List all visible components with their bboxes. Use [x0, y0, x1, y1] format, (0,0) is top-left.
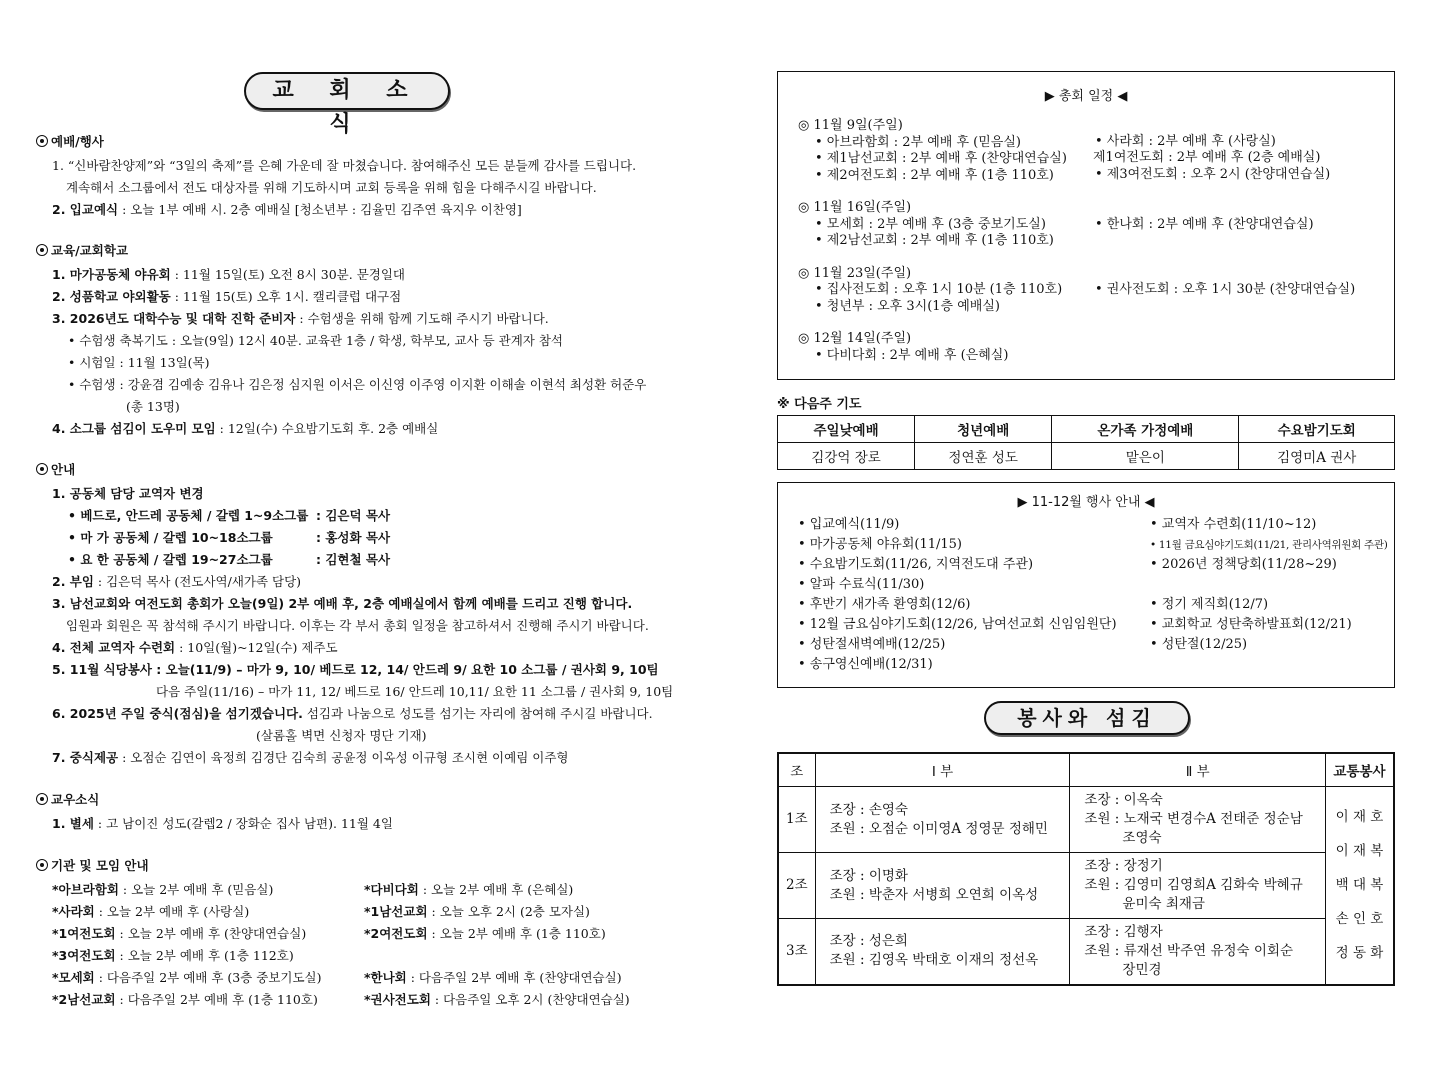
prayer-name: 정연훈 성도	[915, 443, 1052, 470]
assembly-date: ◎ 12월 14일(주일)	[798, 331, 912, 346]
worship-line: 1. “신바람찬양제”와 “3일의 축제”를 은혜 가운데 잘 마쳤습니다. 참여해주신 모든 분들께 감사를 드립니다.	[52, 158, 637, 173]
service-members: 조원 : 오점순 이미영A 정영문 정해민	[829, 820, 1048, 837]
prayer-col-header: 수요밤기도회	[1239, 416, 1395, 443]
event-item: • 성탄절(12/25)	[1150, 637, 1248, 652]
events-list	[798, 515, 1390, 675]
notice-line: 7. 중식제공 : 오점순 김연이 육정희 김경단 김숙희 공윤정 이옥성 이규형 조시현 이예림 이주형	[52, 750, 569, 765]
bullet-circle-icon	[36, 793, 48, 805]
prayer-name: 김영미A 권사	[1239, 443, 1395, 470]
assembly-heading: ▶ 총회 일정 ◀	[1044, 89, 1128, 104]
edu-line: • 수험생 축복기도 : 오늘(9일) 12시 40분. 교육관 1층 / 학생, 학부모, 교사 등 관계자 참석	[68, 333, 563, 348]
group-item: *모세회 : 다음주일 2부 예배 후 (3층 중보기도실)	[52, 970, 322, 985]
service-leader: 조장 : 이옥숙	[1084, 792, 1163, 808]
assembly-item: • 사라회 : 2부 예배 후 (사랑실)	[1095, 133, 1276, 149]
service-title: 봉사와 섬김	[984, 701, 1190, 735]
group-item: *다비다회 : 오늘 2부 예배 후 (은혜실)	[364, 882, 574, 897]
bullet-circle-icon	[36, 244, 48, 256]
notice-line: 6. 2025년 주일 중식(점심)을 섬기겠습니다. 섬김과 나눔으로 성도를 섬기는 자리에 참여해 주시길 바랍니다.	[52, 706, 653, 721]
education-section	[36, 241, 716, 440]
service-col-header: Ⅱ 부	[1070, 753, 1326, 787]
worship-line: 계속해서 소그룹에서 전도 대상자를 위해 기도하시며 교회 등록을 위해 힘을 다해주시길 바랍니다.	[66, 180, 597, 195]
event-item: • 11월 금요심야기도회(11/21, 관리사역위원회 주관)	[1150, 539, 1388, 551]
traffic-volunteer: 손 인 호	[1335, 911, 1384, 928]
service-group: 3조	[778, 919, 815, 985]
assembly-date: ◎ 11월 23일(주일)	[798, 265, 912, 281]
service-members: 조원 : 김영옥 박태호 이재의 정선옥	[829, 952, 1039, 969]
event-item: • 마가공동체 야유회(11/15)	[798, 537, 963, 552]
assembly-item: • 한나회 : 2부 예배 후 (찬양대연습실)	[1095, 216, 1314, 232]
service-members: 윤미숙 최재금	[1122, 896, 1205, 912]
traffic-volunteer: 이 재 호	[1335, 809, 1384, 826]
assembly-item: 제1여전도회 : 2부 예배 후 (2층 예배실)	[1093, 150, 1321, 165]
assembly-date: ◎ 11월 9일(주일)	[798, 118, 903, 133]
section-heading: 교우소식	[36, 790, 716, 808]
notice-line: (살롬홀 벽면 신청자 명단 기재)	[256, 728, 427, 743]
event-item: • 교회학교 성탄축하발표회(12/21)	[1150, 617, 1352, 632]
edu-line: 3. 2026년도 대학수능 및 대학 진학 준비자 : 수험생을 위해 함께 기도해 주시기 바랍니다.	[52, 311, 549, 326]
event-item: • 12월 금요심야기도회(12/26, 남여선교회 신임임원단)	[798, 617, 1117, 632]
service-members: 조원 : 노재국 변경수A 전태준 정순남	[1084, 811, 1303, 827]
edu-line: 1. 마가공동체 야유회 : 11월 15일(토) 오전 8시 30분. 문경일대	[52, 267, 405, 282]
group-item: *2남선교회 : 다음주일 2부 예배 후 (1층 110호)	[52, 992, 318, 1007]
notice-line: 임원과 회원은 꼭 참석해 주시기 바랍니다. 이후는 각 부서 총회 일정을 참고하셔서 진행해 주시기 바랍니다.	[66, 618, 649, 633]
bullet-circle-icon	[36, 463, 48, 475]
prayer-name: 맡은이	[1052, 443, 1239, 470]
event-item: • 수요밤기도회(11/26, 지역전도대 주관)	[798, 557, 1034, 572]
group-item: *2여전도회 : 오늘 2부 예배 후 (1층 110호)	[364, 926, 606, 941]
prayer-heading: ※ 다음주 기도	[777, 397, 862, 412]
group-item-empty	[364, 945, 684, 967]
group-item: *1여전도회 : 오늘 2부 예배 후 (찬양대연습실)	[52, 926, 307, 941]
group-item: *3여전도회 : 오늘 2부 예배 후 (1층 112호)	[52, 948, 294, 963]
group-item: *아브라함회 : 오늘 2부 예배 후 (믿음실)	[52, 882, 274, 897]
traffic-volunteer: 정 동 화	[1335, 945, 1384, 962]
events-box	[777, 482, 1395, 688]
prayer-col-header: 청년예배	[915, 416, 1052, 443]
assembly-list	[798, 118, 1388, 364]
service-leader: 조장 : 김행자	[1084, 923, 1163, 940]
prayer-table	[777, 415, 1395, 470]
service-col-header: Ⅰ 부	[815, 753, 1070, 787]
edu-line: 2. 성품학교 야외활동 : 11월 15(토) 오후 1시. 캘리클럽 대구점	[52, 289, 402, 304]
service-members: 장민경	[1122, 961, 1162, 978]
assembly-item: • 제2여전도회 : 2부 예배 후 (1층 110호)	[815, 167, 1054, 183]
service-group: 1조	[778, 787, 815, 853]
events-heading: ▶ 11-12월 행사 안내 ◀	[1017, 495, 1155, 510]
notice-section	[36, 460, 716, 769]
service-leader: 조장 : 성은희	[829, 933, 908, 950]
traffic-volunteer: 백 대 복	[1335, 877, 1384, 894]
assembly-item: • 다비다회 : 2부 예배 후 (은혜실)	[815, 347, 1009, 363]
notice-line: 3. 남선교회와 여전도회 총회가 오늘(9일) 2부 예배 후, 2층 예배실에서 함께 예배를 드리고 진행 합니다.	[52, 596, 633, 611]
section-heading: 교육/교회학교	[36, 241, 716, 259]
notice-line: 다음 주일(11/16) – 마가 11, 12/ 베드로 16/ 안드레 10,11/ 요한 11 소그룹 / 권사회 9, 10팀	[156, 684, 674, 699]
service-members: 조원 : 박춘자 서병희 오연희 이옥성	[829, 886, 1039, 903]
service-leader: 조장 : 이명화	[829, 867, 908, 884]
service-leader: 조장 : 손영숙	[829, 801, 908, 818]
edu-line: (총 13명)	[126, 399, 180, 414]
assembly-date: ◎ 11월 16일(주일)	[798, 200, 912, 215]
event-item: • 입교예식(11/9)	[798, 517, 900, 532]
service-table	[777, 752, 1395, 986]
service-group: 2조	[778, 853, 815, 919]
service-leader: 조장 : 장정기	[1084, 858, 1163, 874]
event-item: • 2026년 정책당회(11/28~29)	[1150, 557, 1337, 572]
event-item: • 성탄절새벽예배(12/25)	[798, 637, 946, 652]
section-heading: 기관 및 모임 안내	[36, 856, 716, 874]
group-item: *1남선교회 : 오늘 오후 2시 (2층 모자실)	[364, 904, 590, 919]
notice-line: 2. 부임 : 김은덕 목사 (전도사역/새가족 담당)	[52, 574, 302, 589]
group-item: *한나회 : 다음주일 2부 예배 후 (찬양대연습실)	[364, 970, 622, 985]
prayer-col-header: 주일낮예배	[778, 416, 915, 443]
assembly-item: • 집사전도회 : 오후 1시 10분 (1층 110호)	[815, 282, 1063, 297]
bullet-circle-icon	[36, 135, 48, 147]
service-col-header: 교통봉사	[1325, 753, 1394, 787]
event-item: • 후반기 새가족 환영회(12/6)	[798, 597, 971, 612]
prayer-name: 김강억 장로	[778, 443, 915, 470]
condolence-line: 1. 별세 : 고 남이진 성도(갈렙2 / 장화순 집사 남편). 11월 4일	[52, 816, 393, 831]
prayer-col-header: 온가족 가정예배	[1052, 416, 1239, 443]
service-members: 조원 : 김영미 김영희A 김화숙 박혜규	[1084, 877, 1303, 893]
group-item: *사라회 : 오늘 2부 예배 후 (사랑실)	[52, 904, 250, 919]
service-members: 조원 : 류재선 박주연 유정숙 이회순	[1084, 942, 1294, 959]
traffic-volunteer: 이 재 복	[1335, 843, 1384, 860]
notice-line: 1. 공동체 담당 교역자 변경	[52, 486, 204, 501]
event-item: • 정기 제직회(12/7)	[1150, 597, 1269, 612]
notice-line: 5. 11월 식당봉사 : 오늘(11/9) – 마가 9, 10/ 베드로 12, 14/ 안드레 9/ 요한 10 소그룹 / 권사회 9, 10팀	[52, 662, 659, 677]
notice-line: • 요 한 공동체 / 갈렙 19~27소그룹 : 김현철 목사	[68, 552, 391, 567]
traffic-column	[1325, 787, 1394, 985]
assembly-item: • 제3여전도회 : 오후 2시 (찬양대연습실)	[1095, 166, 1331, 182]
edu-line: • 수험생 : 강윤겸 김예송 김유나 김은정 심지원 이서은 이신영 이주영 이지환 이해솔 이현석 최성환 허준우	[68, 377, 647, 392]
notice-line: 4. 전체 교역자 수련회 : 10일(월)~12일(수) 제주도	[52, 640, 338, 655]
event-item: • 교역자 수련회(11/10~12)	[1150, 517, 1317, 532]
edu-line: • 시험일 : 11월 13일(목)	[68, 355, 210, 370]
group-item: *권사전도회 : 다음주일 오후 2시 (찬양대연습실)	[364, 992, 630, 1007]
assembly-item: • 권사전도회 : 오후 1시 30분 (찬양대연습실)	[1095, 282, 1356, 297]
event-item: • 송구영신예배(12/31)	[798, 657, 933, 672]
edu-line: 4. 소그룹 섬김이 도우미 모임 : 12일(수) 수요밤기도회 후. 2층 예배실	[52, 421, 439, 436]
event-item: • 알파 수료식(11/30)	[798, 577, 925, 592]
worship-line: 2. 입교예식 : 오늘 1부 예배 시. 2층 예배실 [청소년부 : 김율민 김주연 육지우 이찬영]	[52, 202, 522, 217]
section-heading: 예배/행사	[36, 132, 716, 150]
groups-grid	[36, 879, 716, 1011]
service-col-header: 조	[778, 753, 815, 787]
assembly-item: • 제1남선교회 : 2부 예배 후 (찬양대연습실)	[815, 151, 1067, 166]
groups-section	[36, 856, 716, 1011]
service-members: 조영숙	[1122, 830, 1162, 846]
church-news-title: 교 회 소 식	[244, 72, 450, 110]
worship-section	[36, 132, 716, 221]
bullet-circle-icon	[36, 859, 48, 871]
assembly-item: • 아브라함회 : 2부 예배 후 (믿음실)	[815, 134, 1021, 150]
condolence-section	[36, 790, 716, 835]
notice-line: • 마 가 공동체 / 갈렙 10~18소그룹 : 홍성화 목사	[68, 530, 391, 545]
assembly-item: • 제2남선교회 : 2부 예배 후 (1층 110호)	[815, 233, 1054, 248]
assembly-item: • 모세회 : 2부 예배 후 (3층 중보기도실)	[815, 216, 1046, 232]
section-heading: 안내	[36, 460, 716, 478]
assembly-item: • 청년부 : 오후 3시(1층 예배실)	[815, 298, 1000, 314]
assembly-schedule-box	[777, 71, 1395, 380]
notice-line: • 베드로, 안드레 공동체 / 갈렙 1~9소그룹 : 김은덕 목사	[68, 508, 391, 523]
